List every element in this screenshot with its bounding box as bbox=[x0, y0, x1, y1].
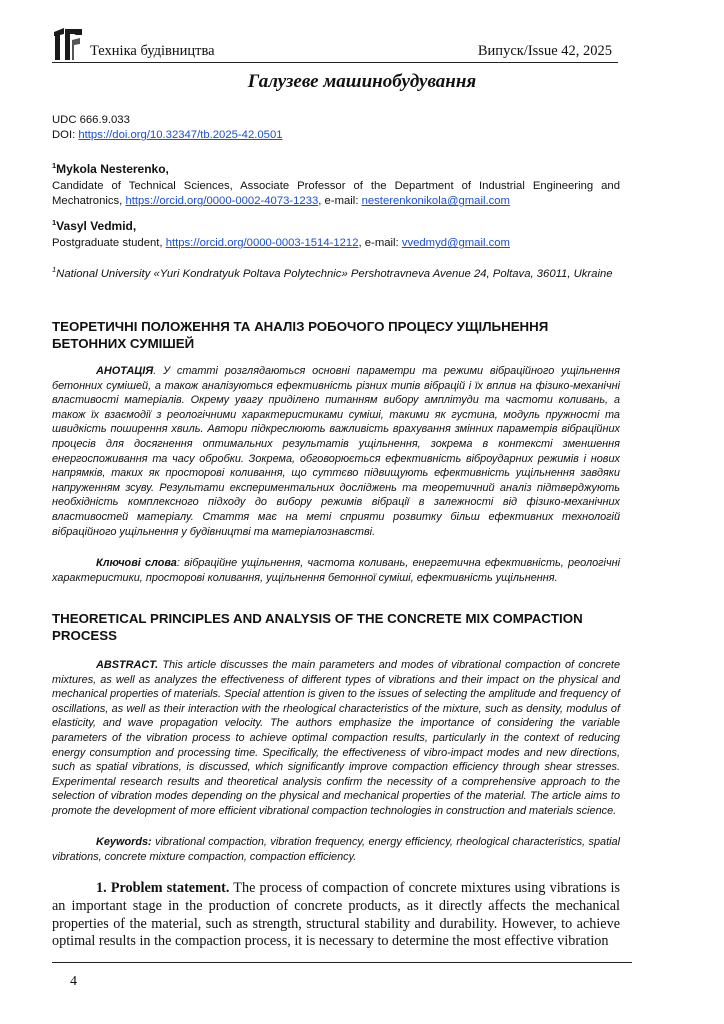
keywords-en: Keywords: vibrational compaction, vibration frequency, energy efficiency, rheological characteristics, spatial vibrations, concrete mixture compaction, compaction efficiency. bbox=[52, 836, 620, 863]
author-name: $^1$Mykola Nesterenko, bbox=[52, 161, 169, 176]
author-affiliation-mark: 1 bbox=[52, 161, 57, 170]
issue-label: Випуск/Issue 42, 2025 bbox=[477, 43, 612, 59]
abstract-label: ABSTRACT. bbox=[96, 659, 159, 671]
keywords-label: Ключові слова bbox=[96, 557, 177, 569]
article-identifiers bbox=[52, 113, 620, 143]
doi-link[interactable]: https://doi.org/10.32347/tb.2025-42.0501 bbox=[78, 129, 283, 142]
article-title-ua: ТЕОРЕТИЧНІ ПОЛОЖЕННЯ ТА АНАЛІЗ РОБОЧОГО ПРОЦЕСУ УЩІЛЬНЕННЯ БЕТОННИХ СУМІШЕЙ bbox=[52, 319, 549, 351]
author-affiliation-mark: 1 bbox=[52, 218, 57, 227]
affiliation: $^1$National University «Yuri Kondratyuk Poltava Polytechnic» Pershotravneva Avenue 24, Poltava, 36011, Ukraine bbox=[52, 265, 613, 280]
orcid-link[interactable]: https://orcid.org/0000-0002-4073-1233 bbox=[125, 195, 319, 208]
email-link[interactable]: vvedmyd@gmail.com bbox=[401, 237, 510, 250]
section-title: Галузеве машинобудування bbox=[247, 71, 477, 92]
email-link[interactable]: nesterenkonikola@gmail.com bbox=[361, 195, 510, 208]
keywords-ua: Ключові слова: вібраційне ущільнення, частота коливань, енергетична ефективність, реологічні характеристики, просторові коливання, ущільнення бетонної суміші, ефективність ущільнення. bbox=[52, 557, 620, 584]
author-description: Postgraduate student, https://orcid.org/0000-0003-1514-1212, e-mail: vvedmyd@gmail.com bbox=[52, 237, 510, 250]
article-title-en: THEORETICAL PRINCIPLES AND ANALYSIS OF THE CONCRETE MIX COMPACTION PROCESS bbox=[52, 611, 583, 643]
footer-divider bbox=[52, 962, 632, 963]
journal-logo bbox=[52, 26, 84, 62]
udc-code: UDC 666.9.033 bbox=[52, 114, 130, 126]
body-paragraph: 1. Problem statement. The process of compaction of concrete mixtures using vibrations is an important stage in the production of concrete products, as it directly affects the mechanical properties of the material, such as strength, structural stability and durability. However, to achieve optimal results in the compaction process, it is necessary to determine the most effective vibration bbox=[52, 880, 620, 950]
orcid-link[interactable]: https://orcid.org/0000-0003-1514-1212 bbox=[165, 237, 359, 250]
author-block bbox=[52, 219, 620, 251]
abstract-label: АНОТАЦІЯ bbox=[96, 365, 154, 377]
doi-label: DOI: bbox=[52, 129, 79, 142]
keywords-label: Keywords: bbox=[96, 836, 152, 848]
abstract-ua: АНОТАЦІЯ. У статті розглядаються основні параметри та режими вібраційного ущільнення бетонних сумішей, а також аналізуються ефективність різних типів вібрацій і їх вплив на фізико-механічні властивості матеріалів. Окрему увагу приділено питанням вибору амплітуди та частоти коливань, а також їх взаємодії з реологічними характеристиками суміші, такими як густина, модуль пружності та швидкість поширення хвиль. Автори підкреслюють важливість врахування змінних параметрів вібраційних процесів для досягнення оптимальних результатів ущільнення, зокрема в контексті зменшення енергоспоживання та часу обробки. Зокрема, обговорюється ефективність віброударних режимів і нових напрямків, таких як просторові коливання, що суттєво підвищують ефективність ущільнення завдяки напруженням зсуву. Результати експериментальних досліджень та теоретичний аналіз підтверджують необхідність комплексного підходу до вибору режимів вібрації в залежності від фізико-механічних властивостей матеріалу. Стаття має на меті сприяти розвитку більш ефективних технологій вібраційного ущільнення у будівництві та матеріалознавстві. bbox=[52, 365, 620, 538]
doi-line bbox=[52, 128, 620, 143]
abstract-en: ABSTRACT. This article discusses the main parameters and modes of vibrational compaction of concrete mixtures, as well as analyzes the effectiveness of different types of vibrations and their impact on the physical and mechanical properties of materials. Special attention is given to the issues of selecting the amplitude and frequency of oscillations, as well as their interaction with the rheological characteristics of the mixture, such as density, modulus of elasticity, and wave propagation velocity. The authors emphasize the importance of considering the variable parameters of the vibration process to achieve optimal compaction results, particularly in the context of reducing energy consumption and processing time. Specifically, the effectiveness of vibro-impact modes and new directions, such as spatial vibrations, is discussed, which significantly improve compaction efficiency through shear stresses. Experimental research results and theoretical analysis confirm the necessity of a comprehensive approach to the selection of vibration modes depending on the physical and mechanical properties of the material. The article aims to promote the development of more efficient vibrational compaction technologies in construction and materials science. bbox=[52, 659, 620, 817]
section-heading: 1. Problem statement. bbox=[96, 880, 230, 896]
header-divider bbox=[52, 62, 618, 63]
author-block bbox=[52, 162, 620, 210]
page-number: 4 bbox=[70, 974, 77, 989]
author-name: $^1$Vasyl Vedmid, bbox=[52, 218, 137, 233]
page-header bbox=[52, 26, 618, 62]
author-description: Candidate of Technical Sciences, Associate Professor of the Department of Industrial Engineering and Mechatronics, https://orcid.org/0000-0002-4073-1233, e-mail: nesterenkonikola@gmail.com bbox=[52, 180, 620, 208]
journal-name: Техніка будівництва bbox=[90, 43, 215, 59]
